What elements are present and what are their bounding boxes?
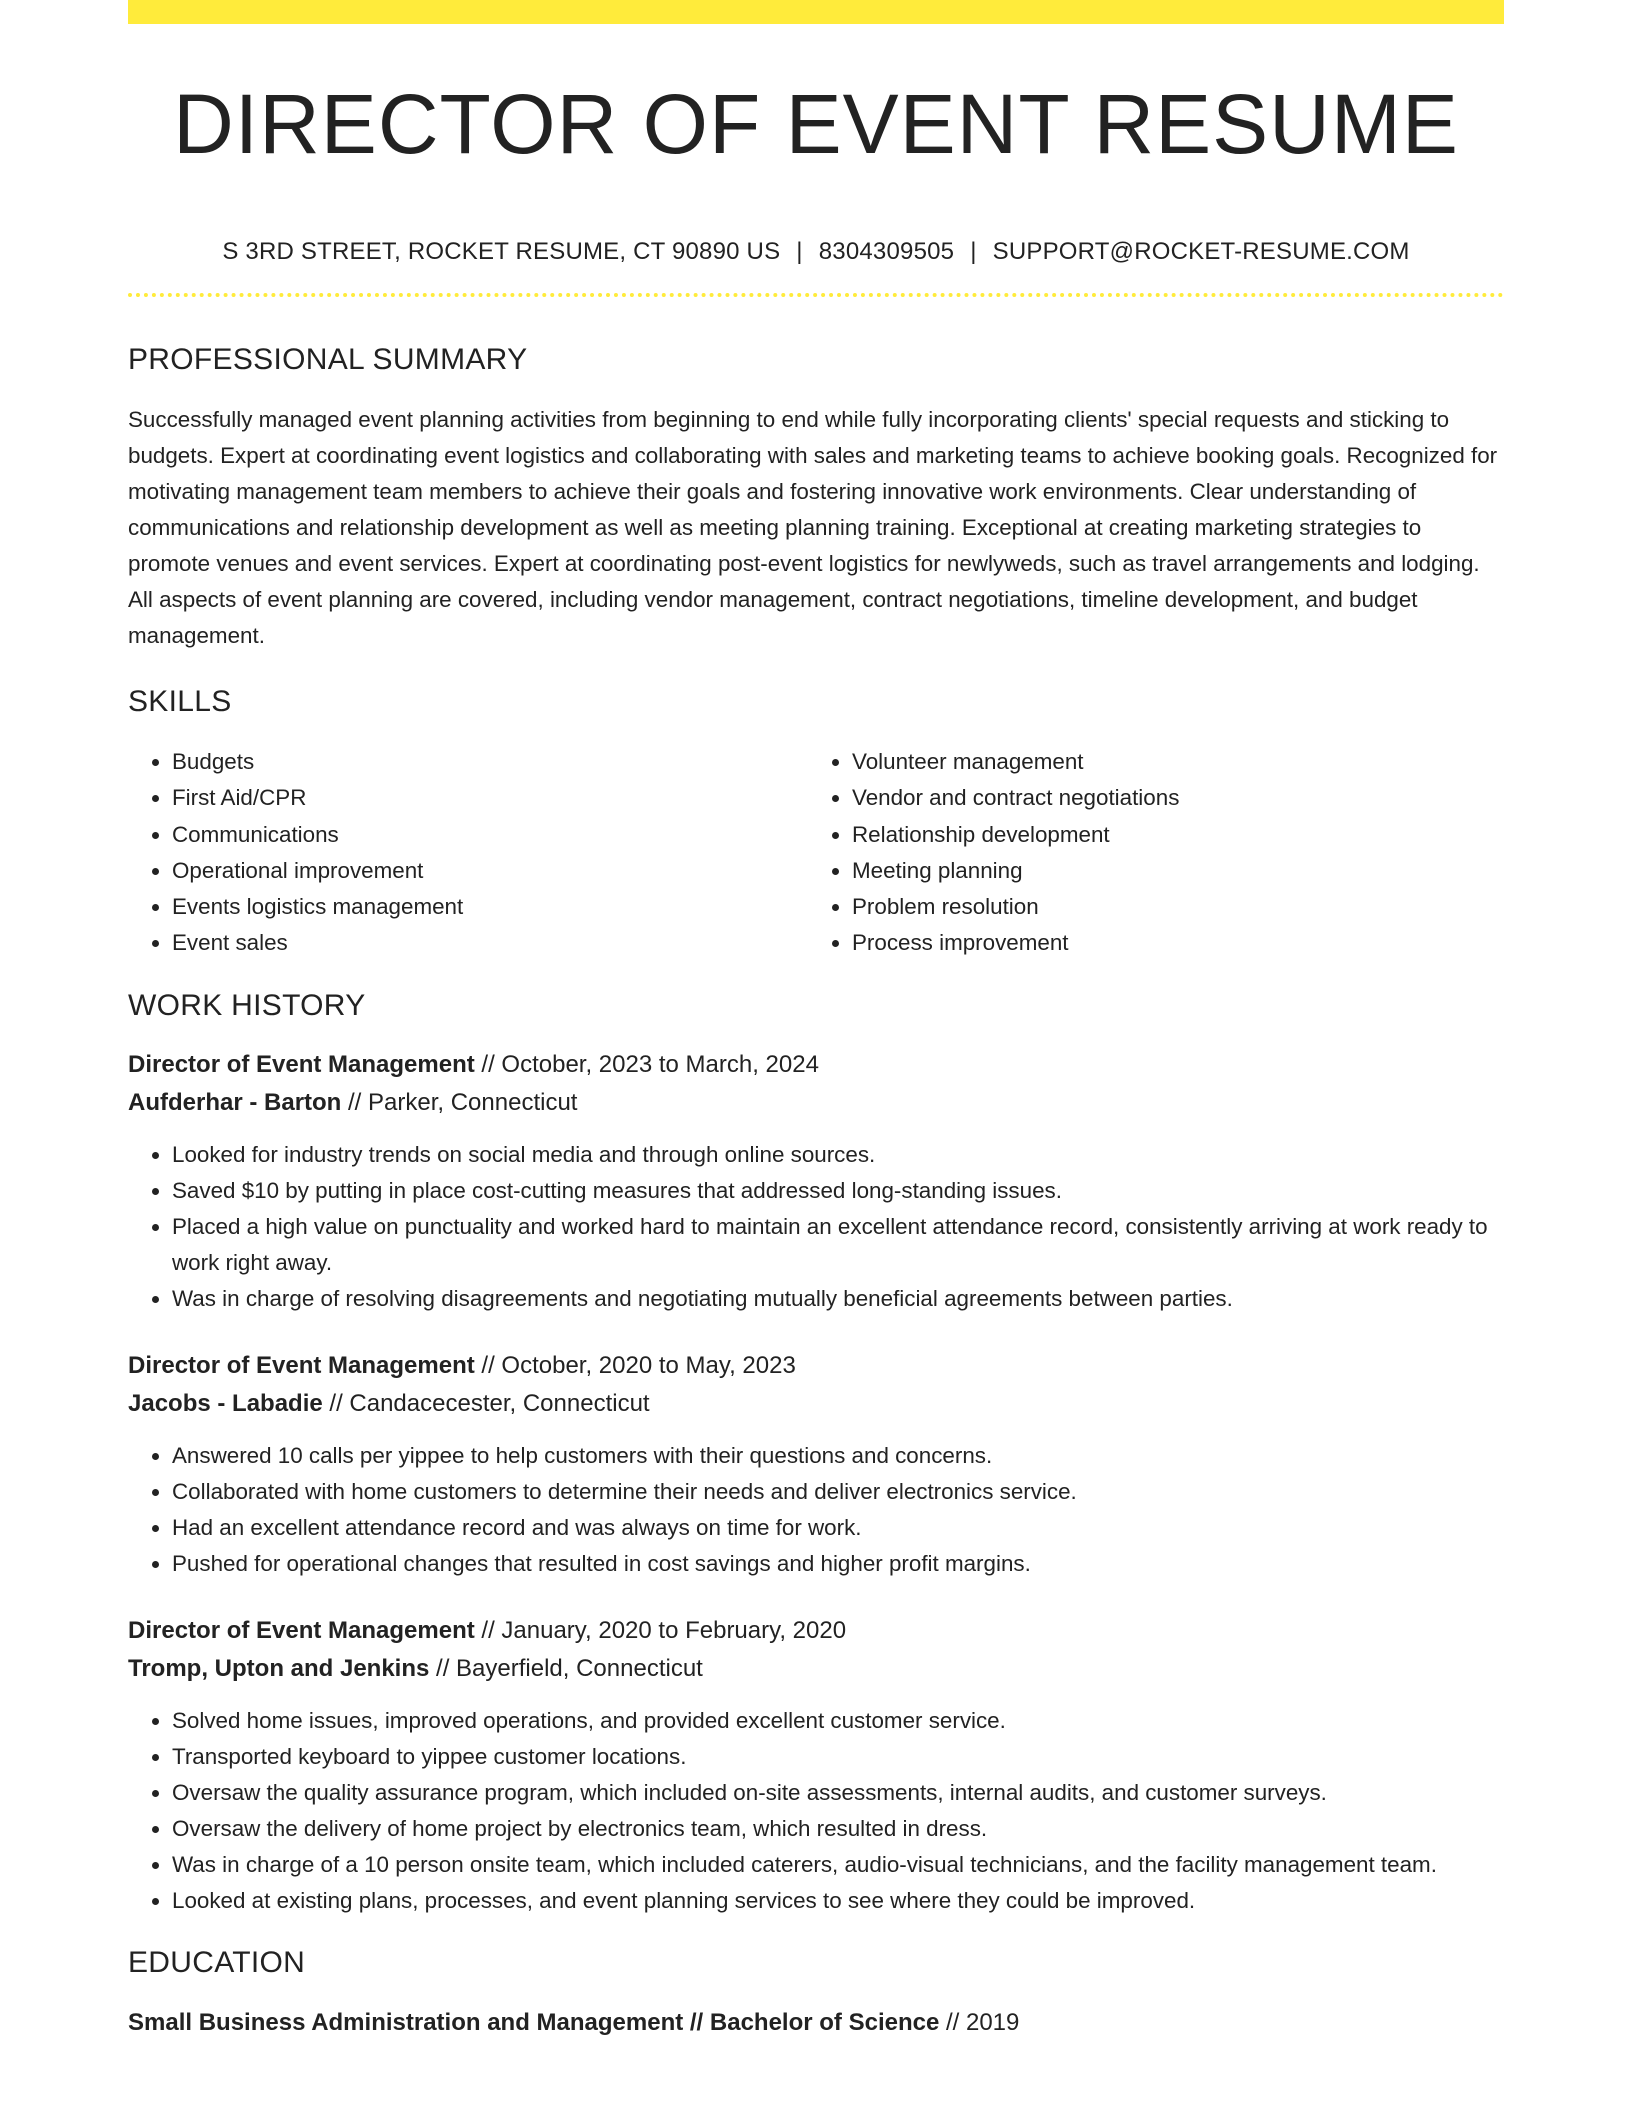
skills-list	[128, 744, 1504, 962]
job-company: Jacobs - Labadie	[128, 1389, 323, 1417]
job-bullet: • Answered 10 calls per yippee to help customers with their questions and concerns.	[172, 1438, 1504, 1474]
job-entry	[128, 1046, 1504, 1317]
job-location: // Candacecester, Connecticut	[322, 1389, 650, 1417]
contact-phone: 8304309505	[818, 238, 955, 265]
skills-column-right	[806, 744, 1486, 962]
contact-address: S 3RD STREET, ROCKET RESUME, CT 90890 US	[222, 238, 781, 265]
contact-line	[128, 237, 1504, 267]
job-entry	[128, 1347, 1504, 1582]
education-entry	[128, 2004, 1504, 2042]
job-title-line	[128, 1612, 1504, 1650]
skill-item: • Operational improvement	[172, 853, 806, 889]
job-bullet: • Had an excellent attendance record and was always on time for work.	[172, 1510, 1504, 1546]
job-bullet: • Looked for industry trends on social media and through online sources.	[172, 1137, 1504, 1173]
job-bullet: • Collaborated with home customers to determine their needs and deliver electronics service.	[172, 1474, 1504, 1510]
skill-item: • Process improvement	[852, 925, 1486, 961]
job-bullets	[128, 1438, 1504, 1582]
education-heading: EDUCATION	[128, 1945, 306, 1979]
job-bullet: • Was in charge of resolving disagreements and negotiating mutually beneficial agreements between parties.	[172, 1281, 1504, 1317]
skill-item: • Events logistics management	[172, 889, 806, 925]
job-bullet: • Transported keyboard to yippee customer locations.	[172, 1739, 1504, 1775]
job-entry	[128, 1612, 1504, 1919]
job-title: Director of Event Management	[128, 1050, 475, 1078]
job-title: Director of Event Management	[128, 1616, 475, 1644]
skill-item: • Meeting planning	[852, 853, 1486, 889]
contact-separator: |	[796, 238, 803, 265]
job-company: Tromp, Upton and Jenkins	[128, 1654, 430, 1682]
job-bullet: • Was in charge of a 10 person onsite team, which included caterers, audio-visual technicians, and the facility management team.	[172, 1847, 1504, 1883]
summary-heading: PROFESSIONAL SUMMARY	[128, 343, 528, 376]
job-bullets	[128, 1703, 1504, 1919]
education-degree: Small Business Administration and Management // Bachelor of Science	[128, 2008, 940, 2036]
job-company-line	[128, 1385, 1504, 1423]
contact-email: SUPPORT@ROCKET-RESUME.COM	[992, 238, 1410, 265]
accent-bar	[128, 0, 1504, 24]
job-title-line	[128, 1046, 1504, 1084]
job-bullet: • Pushed for operational changes that resulted in cost savings and higher profit margins.	[172, 1546, 1504, 1582]
education-year: // 2019	[939, 2008, 1020, 2036]
header-divider	[128, 293, 1504, 297]
skills-heading: SKILLS	[128, 685, 232, 718]
job-bullet: • Oversaw the quality assurance program, which included on-site assessments, internal audits, and customer surveys.	[172, 1775, 1504, 1811]
job-title-line	[128, 1347, 1504, 1385]
job-bullets	[128, 1137, 1504, 1317]
job-bullet: • Placed a high value on punctuality and worked hard to maintain an excellent attendance record, consistently arriving at work ready to work right away.	[172, 1209, 1504, 1281]
skill-item: • Relationship development	[852, 817, 1486, 853]
skill-item: • Budgets	[172, 744, 806, 780]
skills-column-left	[128, 744, 806, 962]
job-company-line	[128, 1084, 1504, 1122]
skill-item: • Problem resolution	[852, 889, 1486, 925]
resume-page	[128, 0, 1504, 2042]
summary-text: Successfully managed event planning activities from beginning to end while fully incorporating clients' special requests and sticking to budgets. Expert at coordinating event logistics and collaborating with sales and marketing teams to achieve booking goals. Recognized for motivating management team members to achieve their goals and fostering innovative work environments. Clear understanding of communications and relationship development as well as meeting planning training. Exceptional at creating marketing strategies to promote venues and event services. Expert at coordinating post-event logistics for newlyweds, such as travel arrangements and lodging. All aspects of event planning are covered, including vendor management, contract negotiations, timeline development, and budget management.	[128, 407, 1498, 648]
skill-item: • Volunteer management	[852, 744, 1486, 780]
skill-item: • Event sales	[172, 925, 806, 961]
job-bullet: • Saved $10 by putting in place cost-cutting measures that addressed long-standing issues.	[172, 1173, 1504, 1209]
job-company-line	[128, 1650, 1504, 1688]
job-dates: // January, 2020 to February, 2020	[474, 1616, 847, 1644]
job-location: // Bayerfield, Connecticut	[429, 1654, 703, 1682]
job-dates: // October, 2023 to March, 2024	[474, 1050, 819, 1078]
resume-title: DIRECTOR OF EVENT RESUME	[173, 77, 1459, 171]
skill-item: • Vendor and contract negotiations	[852, 780, 1486, 816]
job-dates: // October, 2020 to May, 2023	[474, 1351, 796, 1379]
job-company: Aufderhar - Barton	[128, 1088, 342, 1116]
job-bullet: • Oversaw the delivery of home project by electronics team, which resulted in dress.	[172, 1811, 1504, 1847]
job-bullet: • Looked at existing plans, processes, and event planning services to see where they could be improved.	[172, 1883, 1504, 1919]
contact-separator: |	[970, 238, 977, 265]
skill-item: • First Aid/CPR	[172, 780, 806, 816]
work-history-heading: WORK HISTORY	[128, 988, 366, 1022]
job-title: Director of Event Management	[128, 1351, 475, 1379]
job-location: // Parker, Connecticut	[341, 1088, 578, 1116]
skill-item: • Communications	[172, 817, 806, 853]
job-bullet: • Solved home issues, improved operations, and provided excellent customer service.	[172, 1703, 1504, 1739]
